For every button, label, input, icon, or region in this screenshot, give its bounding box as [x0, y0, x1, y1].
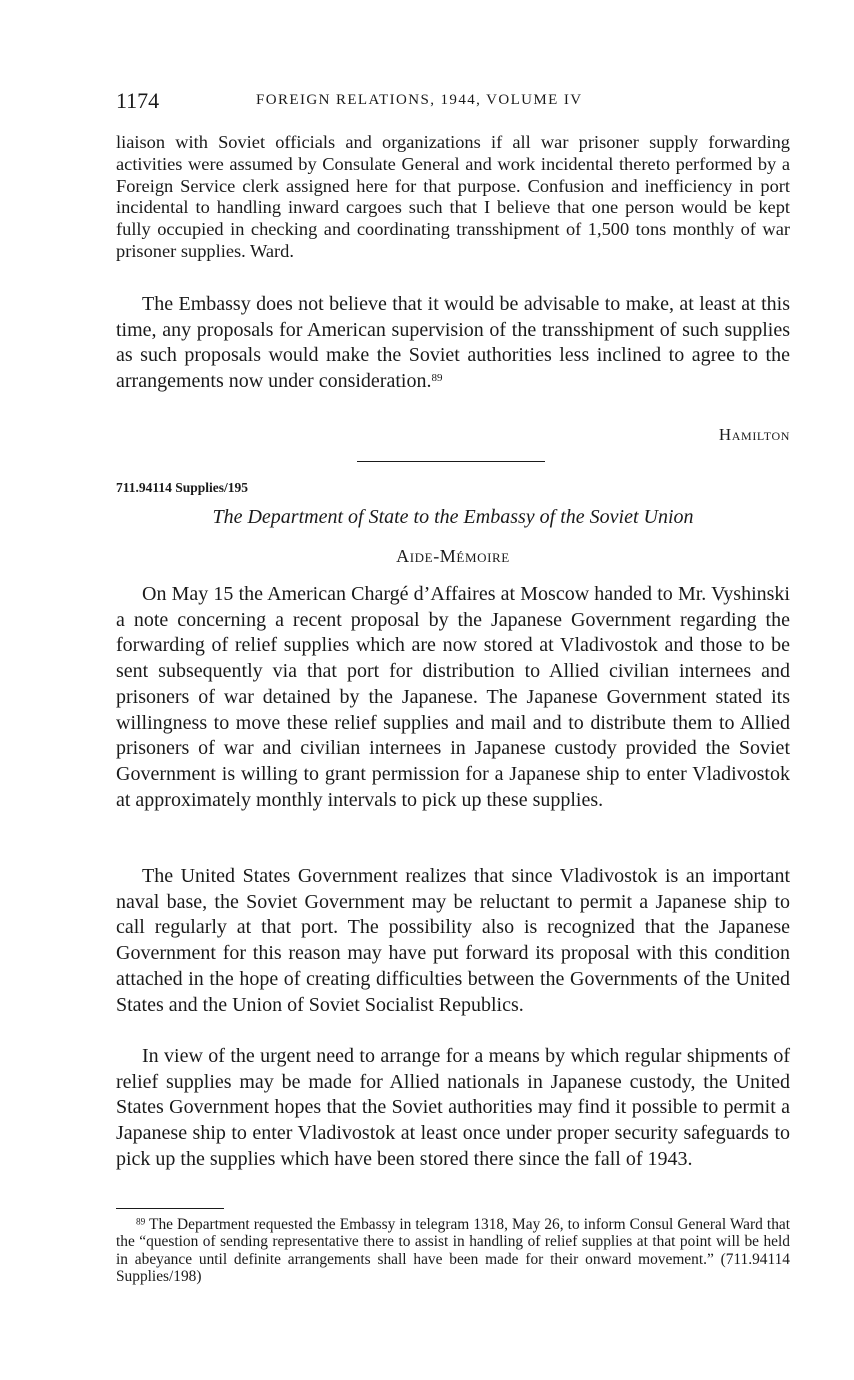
memo-paragraph: The United States Government realizes that since Vladivostok is an important naval base, the Soviet Government may be reluctant to permit a Japanese ship to call regularly at that port. The possibility also is recognized that the Japanese Government for this reason may have put forward its proposal with this condition attached in the hope of creating difficulties between the Governments of the United States and the Union of Soviet Socialist Republics.	[116, 865, 790, 1016]
footnote-reference: 89	[431, 372, 443, 385]
section-divider	[357, 461, 545, 462]
embassy-paragraph-text: The Embassy does not believe that it would be advisable to make, at least at this time, any proposals for American supervision of the transshipment of such supplies as such proposals would make the Soviet authorities less inclined to agree to the arrangements now under consideration.	[116, 293, 790, 393]
quoted-telegram-text: liaison with Soviet officials and organizations if all war prisoner supply forwarding activities were assumed by Consulate General and work incidental thereto performed by a Foreign Service clerk assigned here for that purpose. Confusion and inefficiency in port incidental to handling inward cargoes such that I believe that one person would be kept fully occupied in checking and coordinating transshipment of 1,500 tons monthly of war prisoner supplies. Ward.	[116, 132, 790, 261]
page-header	[116, 88, 790, 116]
footnote-divider	[116, 1208, 224, 1209]
document-title: The Department of State to the Embassy of the Soviet Union	[212, 506, 694, 528]
document-type: Aide-Mémoire	[396, 546, 510, 566]
footnote-text: The Department requested the Embassy in telegram 1318, May 26, to inform Consul General Ward that the “question of sending representative there to assist in handling of relief supplies at that point will be held in abeyance until definite arrangements shall have been made for their onward movement.” (711.94114 Supplies/198)	[116, 1216, 790, 1286]
footnote	[116, 1216, 790, 1286]
running-title: FOREIGN RELATIONS, 1944, VOLUME IV	[256, 92, 583, 108]
signature: Hamilton	[718, 425, 790, 444]
file-reference: 711.94114 Supplies/195	[116, 480, 249, 495]
page-number: 1174	[116, 88, 160, 113]
memo-paragraph: On May 15 the American Chargé d’Affaires at Moscow handed to Mr. Vyshinski a note concerning a recent proposal by the Japanese Government regarding the forwarding of relief supplies which are now stored at Vladivostok and those to be sent subsequently via that port for distribution to Allied civilian internees and prisoners of war detained by the Japanese. The Japanese Government stated its willingness to move these relief supplies and mail and to distribute them to Allied prisoners of war and civilian internees in Japanese custody provided the Soviet Government is willing to grant permission for a Japanese ship to enter Vladivostok at approximately monthly intervals to pick up these supplies.	[116, 583, 790, 811]
footnote-number: 89	[136, 1216, 146, 1227]
memo-paragraph: In view of the urgent need to arrange for a means by which regular shipments of relief supplies may be made for Allied nationals in Japanese custody, the United States Government hopes that the Soviet authorities may find it possible to permit a Japanese ship to enter Vladivostok at least once under proper security safeguards to pick up the supplies which have been stored there since the fall of 1943.	[116, 1045, 790, 1170]
embassy-paragraph	[116, 292, 790, 395]
